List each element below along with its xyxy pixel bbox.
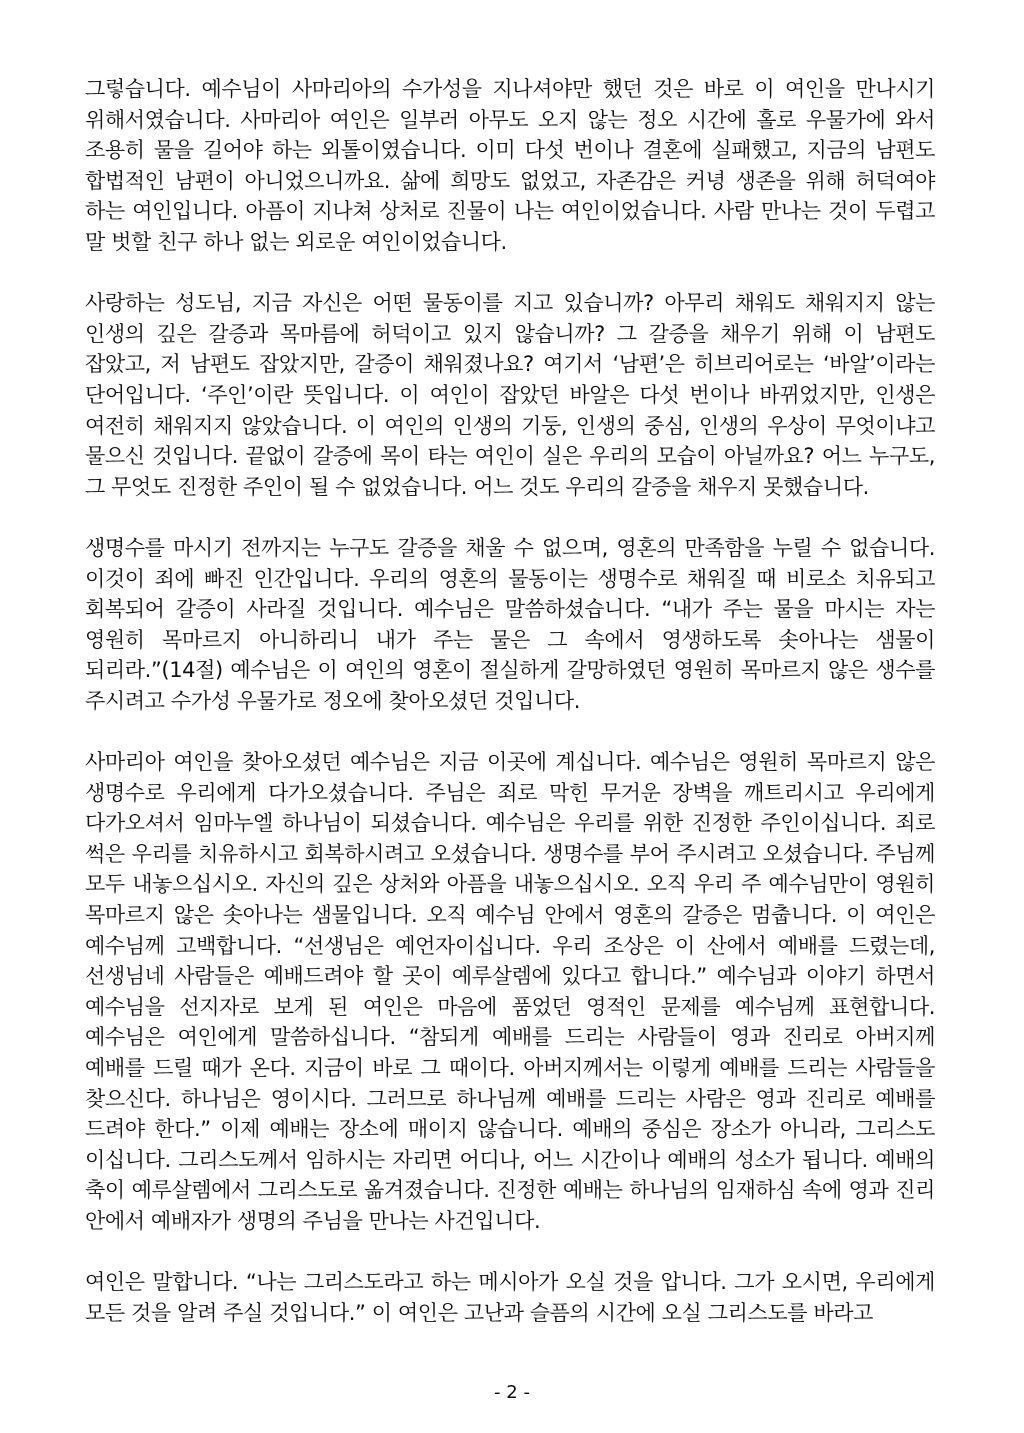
page-number: - 2 - [494, 1382, 530, 1403]
paragraph-living-water: 생명수를 마시기 전까지는 누구도 갈증을 채울 수 없으며, 영혼의 만족함을 누릴 수 없습니다. 이것이 죄에 빠진 인간입니다. 우리의 영혼의 물동이는 생명수로 채워질 때 비로소 치유되고 회복되어 갈증이 사라질 것입니다. 예수님은 말씀하셨습니다. “내가 주는 물을 마시는 자는 영원히 목마르지 아니하리니 내가 주는 물은 그 속에서 영생하도록 솟아나는 샘물이 되리라.”(14절) 예수님은 이 여인의 영혼이 절실하게 갈망하였던 영원히 목마르지 않은 생수를 주시려고 수가성 우물가로 정오에 찾아오셨던 것입니다. [85, 535, 935, 713]
paragraph-messiah-coming: 여인은 말합니다. “나는 그리스도라고 하는 메시아가 오실 것을 압니다. 그가 오시면, 우리에게 모든 것을 알려 주실 것입니다.” 이 여인은 고난과 슬픔의 시간에 오실 그리스도를 바라고 [85, 1270, 935, 1325]
sermon-body [85, 74, 935, 1328]
paragraph-samaritan-woman-lonely: 그렇습니다. 예수님이 사마리아의 수가성을 지나셔야만 했던 것은 바로 이 여인을 만나시기 위해서였습니다. 사마리아 여인은 일부러 아무도 오지 않는 정오 시간에 홀로 우물가에 와서 조용히 물을 길어야 하는 외톨이였습니다. 이미 다섯 번이나 결혼에 실패했고, 지금의 남편도 합법적인 남편이 아니었으니까요. 삶에 희망도 없었고, 자존감은 커녕 생존을 위해 허덕여야 하는 여인입니다. 아픔이 지나쳐 상처로 진물이 나는 여인이었습니다. 사람 만나는 것이 두렵고 말 벗할 친구 하나 없는 외로운 여인이었습니다. [85, 77, 935, 254]
paragraph-true-worship: 사마리아 여인을 찾아오셨던 예수님은 지금 이곳에 계십니다. 예수님은 영원히 목마르지 않은 생명수로 우리에게 다가오셨습니다. 주님은 죄로 막힌 무거운 장벽을 깨트리시고 우리에게 다가오셔서 임마누엘 하나님이 되셨습니다. 예수님은 우리를 위한 진정한 주인이십니다. 죄로 썩은 우리를 치유하시고 회복하시려고 오셨습니다. 생명수를 부어 주시려고 오셨습니다. 주님께 모두 내놓으십시오. 자신의 깊은 상처와 아픔을 내놓으십시오. 오직 우리 주 예수님만이 영원히 목마르지 않은 솟아나는 샘물입니다. 오직 예수님 안에서 영혼의 갈증은 멈춥니다. 이 여인은 예수님께 고백합니다. “선생님은 예언자이십니다. 우리 조상은 이 산에서 예배를 드렸는데, 선생님네 사람들은 예배드려야 할 곳이 예루살렘에 있다고 합니다.” 예수님과 이야기 하면서 예수님을 선지자로 보게 된 여인은 마음에 품었던 영적인 문제를 예수님께 표현합니다. 예수님은 여인에게 말씀하십니다. “참되게 예배를 드리는 사람들이 영과 진리로 아버지께 예배를 드릴 때가 온다. 지금이 바로 그 때이다. 아버지께서는 이렇게 예배를 드리는 사람들을 찾으신다. 하나님은 영이시다. 그러므로 하나님께 예배를 드리는 사람은 영과 진리로 예배를 드려야 한다.” 이제 예배는 장소에 매이지 않습니다. 예배의 중심은 장소가 아니라, 그리스도 이십니다. 그리스도께서 임하시는 자리면 어디나, 어느 시간이나 예배의 성소가 됩니다. 예배의 축이 예루살렘에서 그리스도로 옮겨졌습니다. 진정한 예배는 하나님의 임재하심 속에 영과 진리 안에서 예배자가 생명의 주님을 만나는 사건입니다. [85, 750, 935, 1233]
paragraph-water-jar-thirst: 사랑하는 성도님, 지금 자신은 어떤 물동이를 지고 있습니까? 아무리 채워도 채워지지 않는 인생의 깊은 갈증과 목마름에 허덕이고 있지 않습니까? 그 갈증을 채우기 위해 이 남편도 잡았고, 저 남편도 잡았지만, 갈증이 채워졌나요? 여기서 ‘남편’은 히브리어로는 ‘바알’이라는 단어입니다. ‘주인’이란 뜻입니다. 이 여인이 잡았던 바알은 다섯 번이나 바뀌었지만, 인생은 여전히 채워지지 않았습니다. 이 여인의 인생의 기둥, 인생의 중심, 인생의 우상이 무엇이냐고 물으신 것입니다. 끝없이 갈증에 목이 타는 여인이 실은 우리의 모습이 아닐까요? 어느 누구도, 그 무엇도 진정한 주인이 될 수 없었습니다. 어느 것도 우리의 갈증을 채우지 못했습니다. [85, 291, 935, 499]
